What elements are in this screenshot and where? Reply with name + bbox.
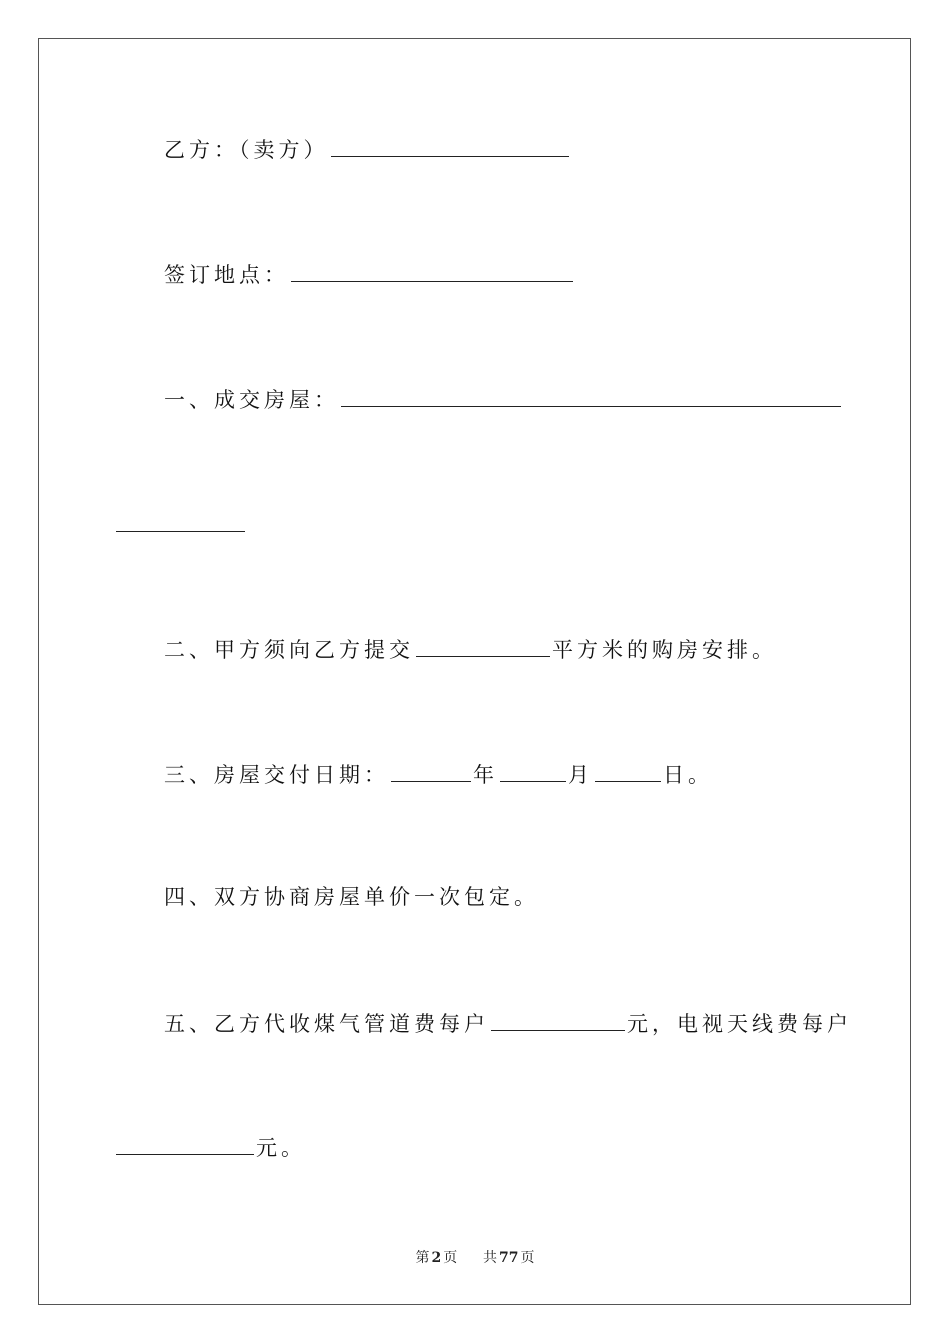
gas-fee-blank[interactable] bbox=[491, 1008, 625, 1031]
item2-suffix: 平方米的购房安排。 bbox=[552, 638, 777, 662]
item4-line bbox=[164, 882, 539, 912]
item1-blank[interactable] bbox=[341, 384, 841, 407]
year-label: 年 bbox=[473, 763, 498, 787]
total-pages bbox=[481, 1250, 536, 1266]
seller-line bbox=[164, 134, 571, 165]
year-blank[interactable] bbox=[391, 759, 471, 782]
item5-continued-line bbox=[116, 1132, 306, 1163]
tv-fee-blank[interactable] bbox=[116, 1132, 254, 1155]
item2-line bbox=[164, 634, 777, 665]
place-line bbox=[164, 259, 575, 290]
seller-label: 乙方：（卖方） bbox=[164, 138, 329, 162]
seller-blank[interactable] bbox=[331, 134, 569, 157]
item5-end: 元。 bbox=[256, 1136, 306, 1160]
day-label: 日。 bbox=[663, 763, 713, 787]
place-blank[interactable] bbox=[291, 259, 573, 282]
item2-area-blank[interactable] bbox=[416, 634, 550, 657]
item3-label: 三、房屋交付日期： bbox=[164, 763, 389, 787]
item5-label: 五、乙方代收煤气管道费每户 bbox=[164, 1012, 489, 1036]
item5-middle: 元，电视天线费每户 bbox=[627, 1012, 852, 1036]
item4-text: 四、双方协商房屋单价一次包定。 bbox=[164, 885, 539, 909]
page-num: 2 bbox=[431, 1250, 442, 1266]
place-label: 签订地点： bbox=[164, 263, 289, 287]
page-border bbox=[38, 38, 911, 1305]
item1-label: 一、成交房屋： bbox=[164, 388, 339, 412]
page-unit: 页 bbox=[443, 1250, 458, 1266]
month-blank[interactable] bbox=[500, 759, 566, 782]
item2-label: 二、甲方须向乙方提交 bbox=[164, 638, 414, 662]
item1-blank-continued[interactable] bbox=[116, 531, 245, 532]
total-num: 77 bbox=[499, 1250, 519, 1266]
day-blank[interactable] bbox=[595, 759, 661, 782]
page-number bbox=[413, 1250, 459, 1266]
page-footer bbox=[0, 1247, 950, 1267]
item1-line bbox=[164, 384, 843, 415]
total-unit: 页 bbox=[520, 1250, 535, 1266]
page-label: 第 bbox=[415, 1250, 430, 1266]
item3-line bbox=[164, 759, 713, 790]
total-label: 共 bbox=[483, 1250, 498, 1266]
month-label: 月 bbox=[568, 763, 593, 787]
item5-line bbox=[164, 1008, 852, 1039]
